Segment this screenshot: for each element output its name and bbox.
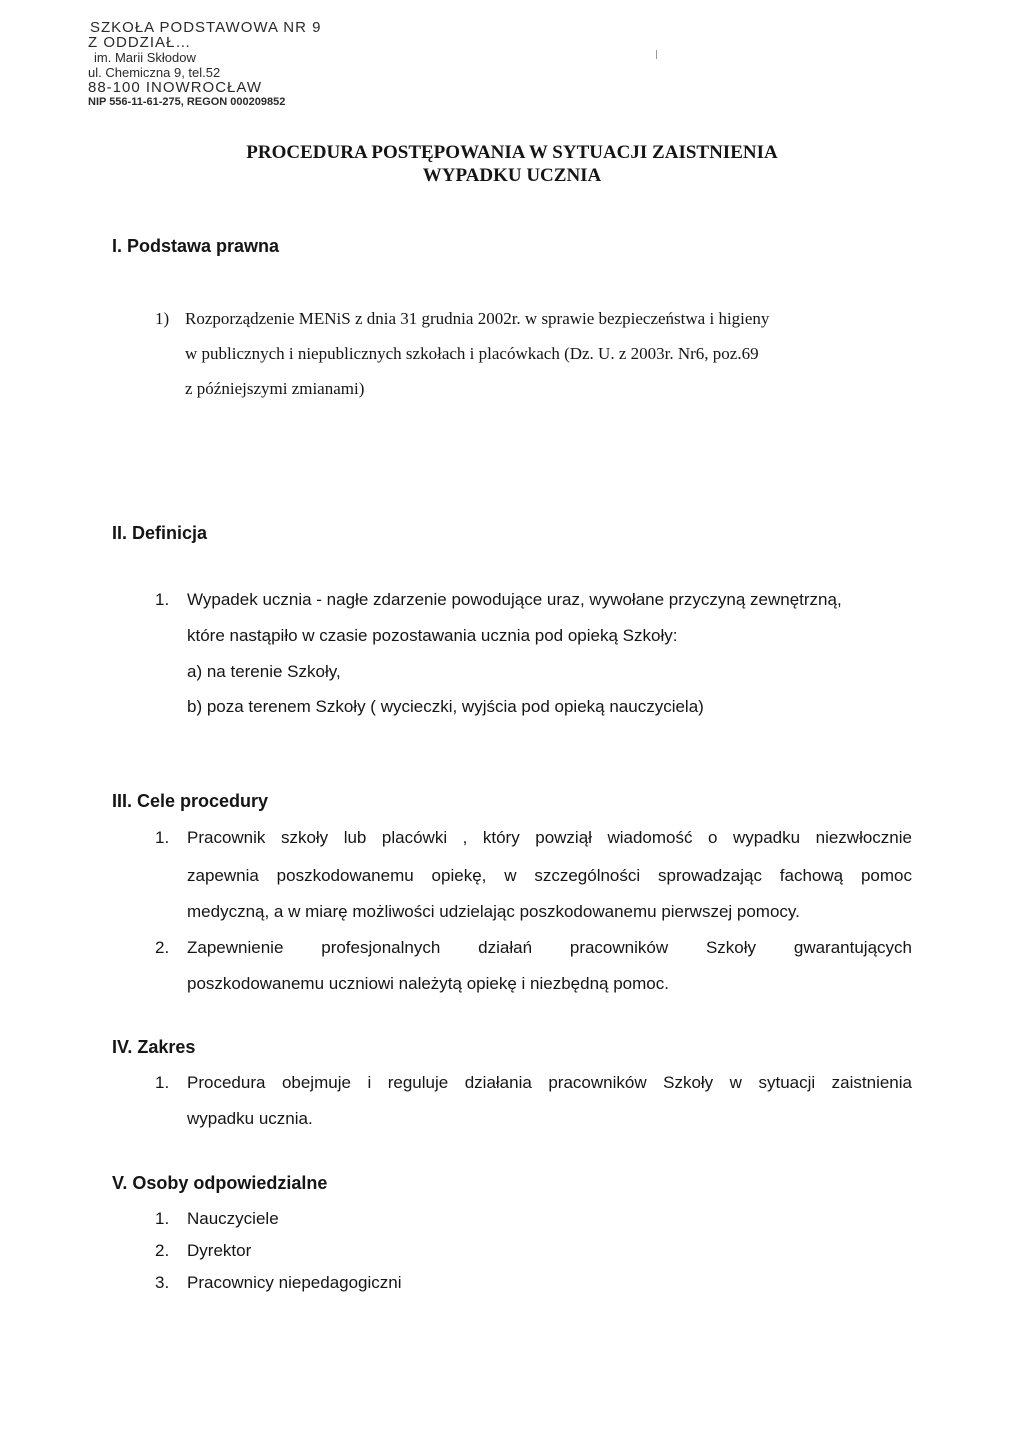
list-number: 2. <box>155 1241 170 1260</box>
document-title-line1: PROCEDURA POSTĘPOWANIA W SYTUACJI ZAISTNIENIA <box>246 142 778 163</box>
stamp-line-street: ul. Chemiczna 9, tel.52 <box>88 65 221 80</box>
list-number: 1. <box>155 828 170 847</box>
goals-item2-line: poszkodowanemu uczniowi należytą opiekę i niezbędną pomoc. <box>187 974 669 993</box>
legal-basis-line: z późniejszymi zmianami) <box>185 379 365 398</box>
legal-basis-line: w publicznych i niepublicznych szkołach i placówkach (Dz. U. z 2003r. Nr6, poz.69 <box>185 344 759 363</box>
list-number: 1. <box>155 1073 170 1092</box>
section-heading-goals: III. Cele procedury <box>112 791 269 811</box>
goals-item1-line: medyczną, a w miarę możliwości udzielając poszkodowanemu pierwszej pomocy. <box>187 902 800 921</box>
definition-line: które nastąpiło w czasie pozostawania ucznia pod opieką Szkoły: <box>187 626 678 645</box>
section-heading-definition: II. Definicja <box>112 523 208 543</box>
section-heading-responsible-persons: V. Osoby odpowiedzialne <box>112 1173 328 1193</box>
responsible-person-item: Pracownicy niepedagogiczni <box>187 1273 402 1292</box>
definition-line: Wypadek ucznia - nagłe zdarzenie powodujące uraz, wywołane przyczyną zewnętrzną, <box>187 590 842 609</box>
list-number: 3. <box>155 1273 170 1292</box>
goals-item1-line: Pracownik szkoły lub placówki , który powziął wiadomość o wypadku niezwłocznie <box>187 828 912 847</box>
scope-line: Procedura obejmuje i reguluje działania pracowników Szkoły w sytuacji zaistnienia <box>187 1073 912 1092</box>
list-number: 1) <box>155 309 170 328</box>
list-number: 2. <box>155 938 170 957</box>
goals-item2-line: Zapewnienie profesjonalnych działań pracowników Szkoły gwarantujących <box>187 938 912 957</box>
scan-mark <box>656 50 657 59</box>
section-heading-legal-basis: I. Podstawa prawna <box>112 236 280 256</box>
definition-subitem-b: b) poza terenem Szkoły ( wycieczki, wyjścia pod opieką nauczyciela) <box>187 697 704 716</box>
stamp-line-tax-ids: NIP 556-11-61-275, REGON 000209852 <box>88 96 286 108</box>
document-title-line2: WYPADKU UCZNIA <box>422 165 602 186</box>
definition-subitem-a: a) na terenie Szkoły, <box>187 662 341 681</box>
goals-item1-line: zapewnia poszkodowanemu opiekę, w szczególności sprowadzając fachową pomoc <box>187 866 912 885</box>
stamp-line-city: 88-100 INOWROCŁAW <box>88 79 262 96</box>
stamp-line-school-name: SZKOŁA PODSTAWOWA NR 9 <box>90 19 322 36</box>
stamp-line-department: Z ODDZIAŁ… <box>88 34 192 51</box>
list-number: 1. <box>155 1209 170 1228</box>
scope-line: wypadku ucznia. <box>187 1109 313 1128</box>
stamp-line-patron: im. Marii Skłodow <box>94 50 196 65</box>
section-heading-scope: IV. Zakres <box>112 1037 196 1057</box>
responsible-person-item: Nauczyciele <box>187 1209 279 1228</box>
list-number: 1. <box>155 590 170 609</box>
responsible-person-item: Dyrektor <box>187 1241 252 1260</box>
school-stamp <box>88 20 321 110</box>
legal-basis-line: Rozporządzenie MENiS z dnia 31 grudnia 2002r. w sprawie bezpieczeństwa i higieny <box>185 309 770 328</box>
